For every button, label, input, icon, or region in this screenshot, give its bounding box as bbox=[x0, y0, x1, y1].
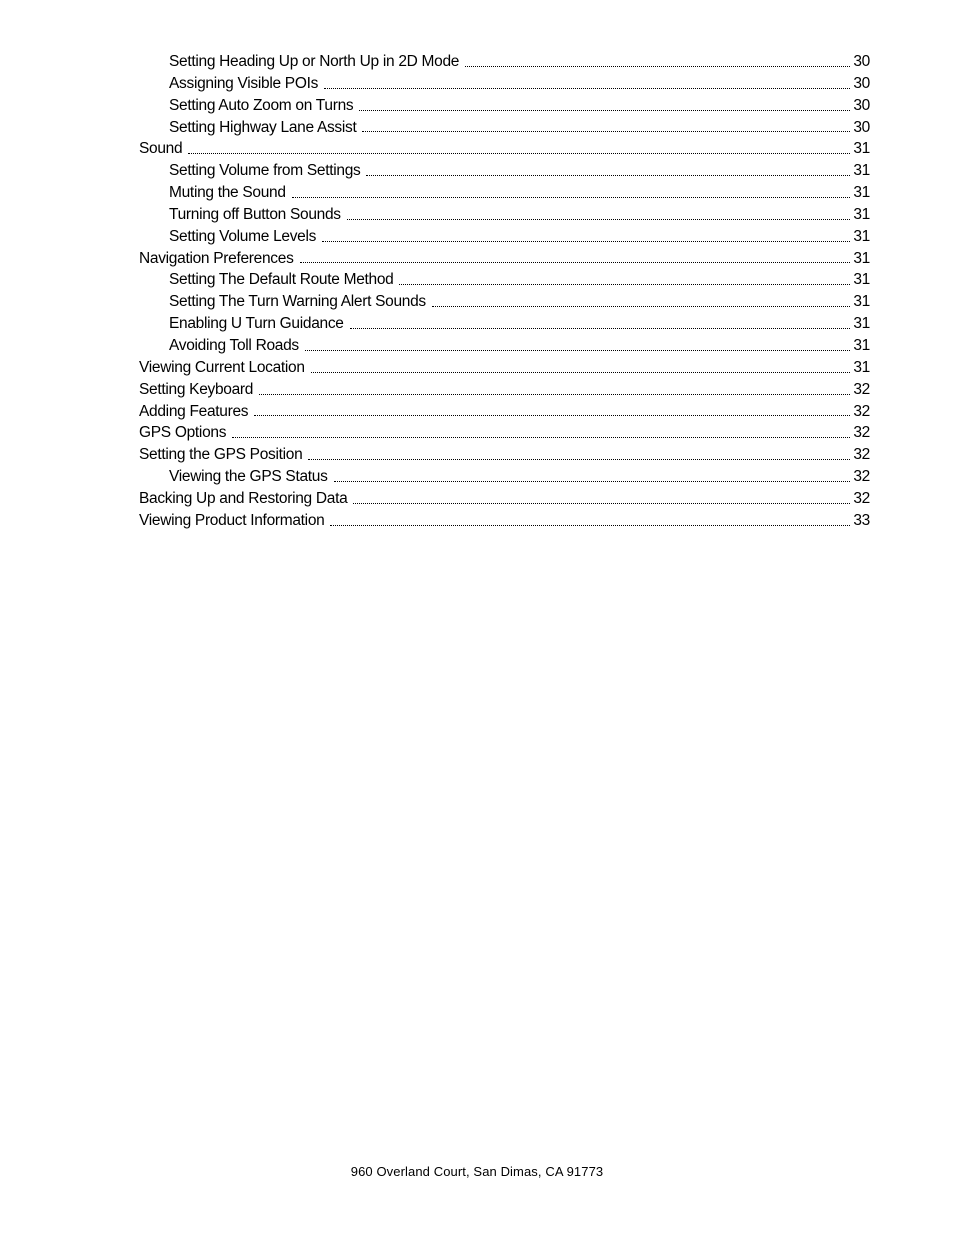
toc-entry-title: Viewing Current Location bbox=[139, 358, 305, 376]
toc-entry[interactable] bbox=[139, 379, 870, 401]
toc-entry-page: 31 bbox=[853, 227, 870, 245]
toc-entry-title: Setting Highway Lane Assist bbox=[169, 118, 357, 136]
toc-dot-leader bbox=[300, 248, 851, 270]
toc-entry-page: 33 bbox=[853, 511, 870, 529]
toc-entry[interactable] bbox=[139, 335, 870, 357]
toc-entry[interactable] bbox=[139, 95, 870, 117]
toc-dot-leader bbox=[465, 51, 850, 73]
toc-dot-leader bbox=[292, 182, 851, 204]
toc-entry[interactable] bbox=[139, 51, 870, 73]
toc-entry[interactable] bbox=[139, 73, 870, 95]
toc-dot-leader bbox=[232, 422, 850, 444]
toc-dot-leader bbox=[366, 160, 850, 182]
toc-entry-page: 31 bbox=[853, 249, 870, 267]
toc-dot-leader bbox=[324, 73, 850, 95]
toc-entry-page: 30 bbox=[853, 96, 870, 114]
toc-entry[interactable] bbox=[139, 160, 870, 182]
toc-entry-page: 31 bbox=[853, 140, 870, 158]
toc-entry-page: 31 bbox=[853, 358, 870, 376]
toc-entry-title: Setting The Default Route Method bbox=[169, 271, 394, 289]
toc-entry-title: Muting the Sound bbox=[169, 184, 286, 202]
toc-entry-title: Turning off Button Sounds bbox=[169, 205, 341, 223]
toc-dot-leader bbox=[188, 138, 850, 160]
toc-entry[interactable] bbox=[139, 422, 870, 444]
toc-entry-title: Avoiding Toll Roads bbox=[169, 336, 299, 354]
toc-entry[interactable] bbox=[139, 138, 870, 160]
toc-dot-leader bbox=[353, 488, 850, 510]
toc-entry[interactable] bbox=[139, 226, 870, 248]
toc-entry-title: Setting Keyboard bbox=[139, 380, 254, 398]
toc-entry-title: Viewing the GPS Status bbox=[169, 468, 328, 486]
toc-entry[interactable] bbox=[139, 204, 870, 226]
toc-entry-page: 31 bbox=[853, 271, 870, 289]
toc-entry[interactable] bbox=[139, 182, 870, 204]
toc-entry-page: 30 bbox=[853, 53, 870, 70]
toc-entry[interactable] bbox=[139, 291, 870, 313]
toc-entry[interactable] bbox=[139, 117, 870, 139]
toc-entry-page: 32 bbox=[853, 380, 870, 398]
page-footer-address: 960 Overland Court, San Dimas, CA 91773 bbox=[350, 1164, 604, 1179]
toc-entry-title: GPS Options bbox=[139, 424, 227, 442]
toc-entry[interactable] bbox=[139, 401, 870, 423]
toc-dot-leader bbox=[330, 510, 850, 532]
toc-dot-leader bbox=[432, 291, 850, 313]
toc-entry-title: Viewing Product Information bbox=[139, 511, 325, 529]
toc-entry-title: Setting The Turn Warning Alert Sounds bbox=[169, 293, 426, 311]
toc-entry-page: 30 bbox=[853, 118, 870, 136]
toc-entry-page: 31 bbox=[853, 293, 870, 311]
toc-entry-page: 31 bbox=[853, 205, 870, 223]
toc-entry[interactable] bbox=[139, 357, 870, 379]
toc-entry-page: 32 bbox=[853, 468, 870, 486]
toc-entry-title: Sound bbox=[139, 140, 183, 158]
toc-dot-leader bbox=[334, 466, 851, 488]
toc-entry-title: Adding Features bbox=[139, 402, 249, 420]
toc-entry-page: 32 bbox=[853, 446, 870, 464]
toc-dot-leader bbox=[362, 117, 850, 139]
toc-entry-page: 30 bbox=[853, 74, 870, 92]
toc-entry-title: Setting Heading Up or North Up in 2D Mode bbox=[169, 53, 460, 70]
toc-entry[interactable] bbox=[139, 269, 870, 291]
toc-dot-leader bbox=[399, 269, 850, 291]
toc-dot-leader bbox=[350, 313, 851, 335]
toc-entry[interactable] bbox=[139, 466, 870, 488]
toc-entry-title: Enabling U Turn Guidance bbox=[169, 315, 344, 333]
toc-entry-page: 31 bbox=[853, 336, 870, 354]
table-of-contents bbox=[139, 51, 870, 532]
toc-dot-leader bbox=[305, 335, 850, 357]
toc-dot-leader bbox=[259, 379, 850, 401]
toc-entry-title: Backing Up and Restoring Data bbox=[139, 489, 348, 507]
toc-entry-title: Setting Volume from Settings bbox=[169, 162, 361, 180]
toc-dot-leader bbox=[359, 95, 850, 117]
toc-dot-leader bbox=[322, 226, 850, 248]
toc-entry[interactable] bbox=[139, 444, 870, 466]
toc-dot-leader bbox=[254, 401, 850, 423]
toc-entry[interactable] bbox=[139, 510, 870, 532]
toc-entry-title: Setting the GPS Position bbox=[139, 446, 303, 464]
toc-entry-title: Assigning Visible POIs bbox=[169, 74, 319, 92]
toc-dot-leader bbox=[311, 357, 851, 379]
toc-entry-title: Navigation Preferences bbox=[139, 249, 294, 267]
toc-dot-leader bbox=[308, 444, 850, 466]
toc-entry-page: 31 bbox=[853, 315, 870, 333]
toc-entry-page: 31 bbox=[853, 162, 870, 180]
toc-entry[interactable] bbox=[139, 248, 870, 270]
toc-entry[interactable] bbox=[139, 488, 870, 510]
toc-entry-page: 32 bbox=[853, 424, 870, 442]
toc-entry[interactable] bbox=[139, 313, 870, 335]
toc-dot-leader bbox=[347, 204, 851, 226]
toc-entry-title: Setting Auto Zoom on Turns bbox=[169, 96, 354, 114]
toc-entry-title: Setting Volume Levels bbox=[169, 227, 317, 245]
toc-entry-page: 31 bbox=[853, 184, 870, 202]
toc-entry-page: 32 bbox=[853, 402, 870, 420]
toc-entry-page: 32 bbox=[853, 489, 870, 507]
